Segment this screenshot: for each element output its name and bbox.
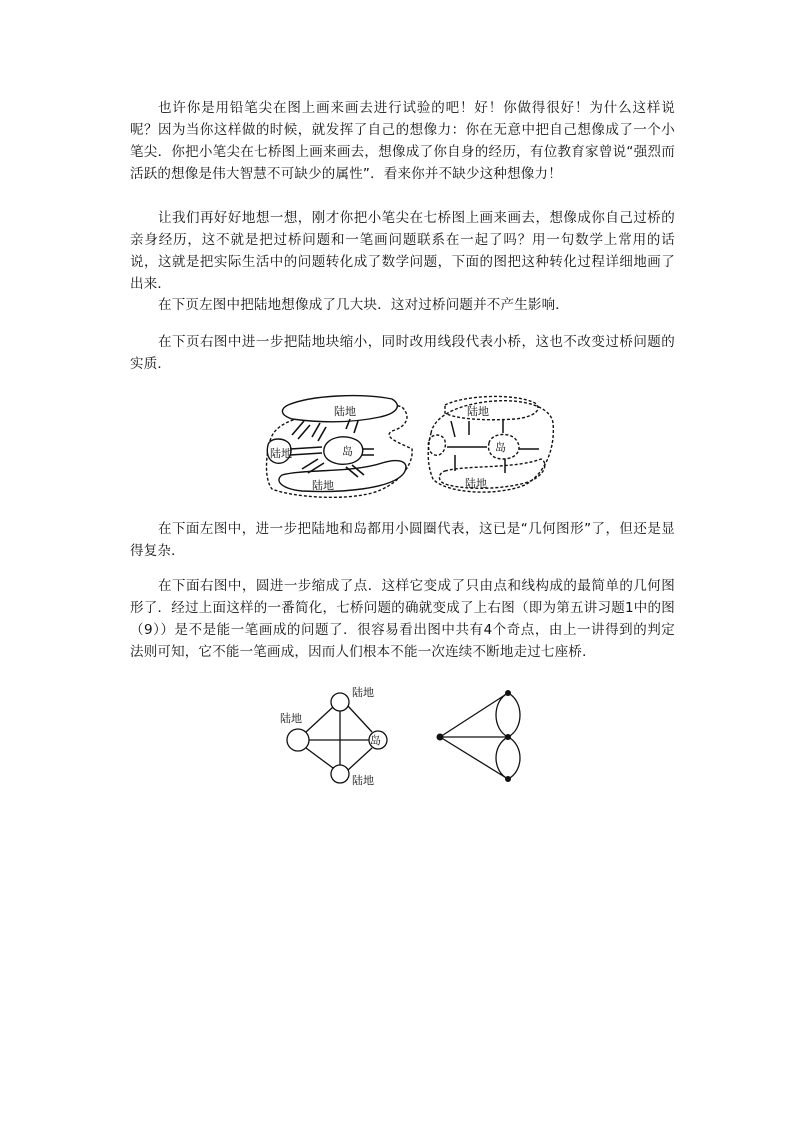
label-island: 岛	[342, 445, 353, 458]
paragraph-transformation: 让我们再好好地想一想，刚才你把小笔尖在七桥图上画来画去，想像成你自己过桥的亲身经历，这不就是把过桥问题和一笔画问题联系在一起了吗？用一句数学上常用的话说，这就是把实际生活中的问题转化成了数学问题，下面的图把这种转化过程详细地画了出来．	[130, 210, 675, 292]
bridge-segments	[447, 419, 539, 473]
paragraph-geometric-figure: 在下面左图中，进一步把陆地和岛都用小圆圈代表，这已是“几何图形”了，但还是显得复杂．	[130, 521, 675, 559]
label-land-bottom: 陆地	[352, 774, 374, 786]
label-land-left: 陆地	[270, 447, 292, 460]
graph-edges	[306, 706, 372, 770]
label-land-bottom: 陆地	[465, 477, 487, 490]
label-land-bottom: 陆地	[312, 479, 334, 492]
paragraph-imagination: 也许你是用铅笔尖在图上画来画去进行试验的吧！好！你做得很好！为什么这样说呢？因为当你这样做的时候，就发挥了自己的想像力：你在无意中把自己想像成了一个小笔尖．你把小笔尖在七桥图上画来画去，想像成了你自身的经历，有位教育家曾说“强烈而活跃的想像是伟大智慧不可缺少的属性”．看来你并不缺少这种想像力！	[130, 100, 675, 182]
land-left-shape	[428, 435, 445, 455]
land-top-shape	[445, 396, 538, 419]
label-land-top: 陆地	[352, 686, 374, 699]
label-land-top: 陆地	[467, 405, 489, 418]
figure-circle-graph	[278, 682, 408, 786]
label-land-left: 陆地	[280, 712, 302, 725]
graph-vertices	[437, 690, 512, 782]
node-land-top	[331, 693, 349, 711]
land-bottom-shape	[279, 461, 406, 492]
figure-land-map	[262, 393, 414, 501]
label-island: 岛	[495, 441, 506, 454]
figure-point-graph	[430, 685, 530, 785]
paragraph-shrink-land: 在下页右图中进一步把陆地块缩小，同时改用线段代表小桥，这也不改变过桥问题的实质．	[130, 334, 675, 372]
label-land-top: 陆地	[334, 405, 356, 418]
paragraph-land-blocks: 在下页左图中把陆地想像成了几大块．这对过桥问题并不产生影响．	[158, 297, 569, 313]
node-land-bottom	[331, 765, 349, 783]
paragraph-conclusion: 在下面右图中，圆进一步缩成了点．这样它变成了只由点和线构成的最简单的几何图形了．经过上面这样的一番简化，七桥问题的确就变成了上右图（即为第五讲习题1中的图（9））是不是能一笔画成的问题了．很容易看出图中共有4个奇点，由上一讲得到的判定法则可知，它不能一笔画成，因而人们根本不能一次连续不断地走过七座桥．	[130, 578, 675, 660]
label-island: 岛	[370, 734, 381, 747]
figure-shrunken-map	[425, 393, 555, 497]
node-land-left	[287, 729, 309, 751]
